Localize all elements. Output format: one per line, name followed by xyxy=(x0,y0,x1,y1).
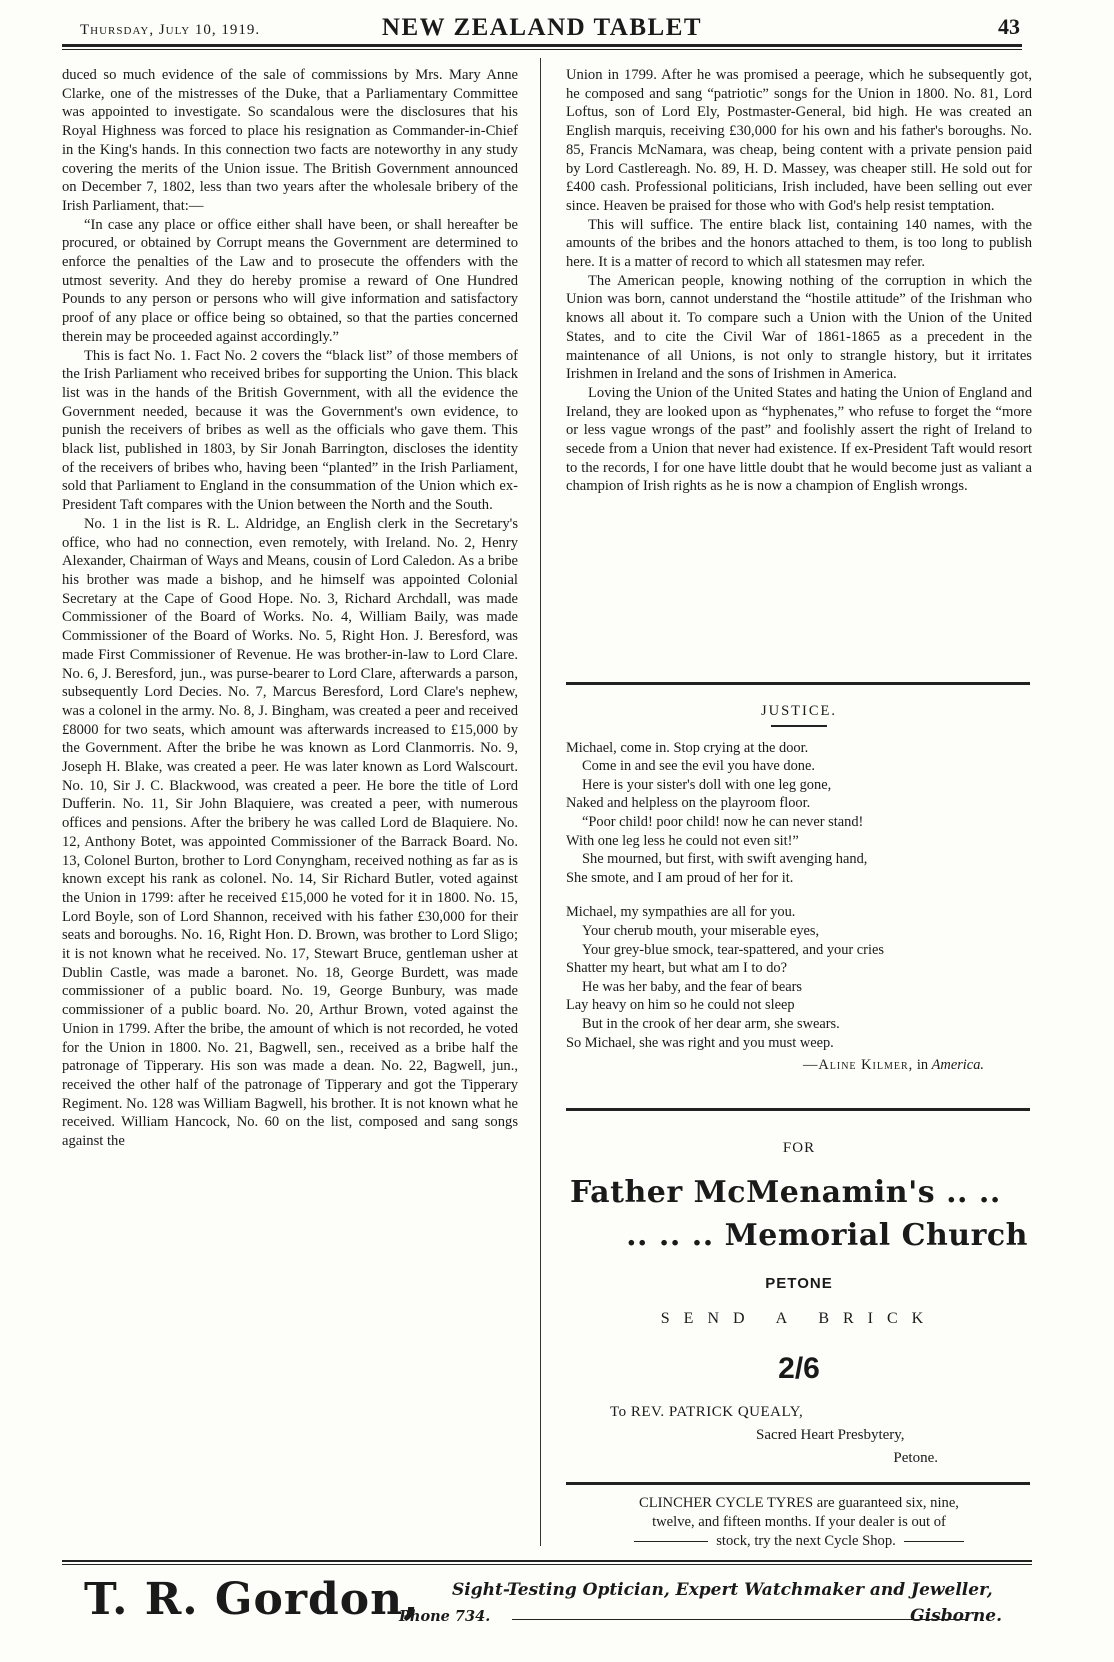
clincher-line-3 xyxy=(566,1532,1032,1551)
poem-line: “Poor child! poor child! now he can never stand! xyxy=(582,813,864,830)
footer-rule xyxy=(62,1560,1032,1565)
poem-line: Here is your sister's doll with one leg gone, xyxy=(582,776,832,793)
footer-business-name: T. R. Gordon, xyxy=(84,1574,420,1625)
clincher-advert xyxy=(566,1494,1032,1551)
advert-for: FOR xyxy=(782,1140,816,1156)
paragraph: The American people, knowing nothing of the corruption in which the Union was born, cannot understand the “hostile attitude” of the Irishman who knows all about it. To compare such a Union with the Union of the United States, and to cite the Civil War of 1861-1865 as a precedent in the maintenance of all Unions, is not only to strangle history, but it irritates Irishmen in Ireland and the sons of Irishmen in America. xyxy=(566,272,1032,383)
paragraph: This is fact No. 1. Fact No. 2 covers the “black list” of those members of the Irish Parliament who received bribes for supporting the Union. This black list was in the hands of the British Government, with all the evidence the Government needed, because it was the Government's own evidence, to punish the receivers of bribes as well as the officials who gave them. This black list, published in 1803, by Sir Jonah Barrington, discloses the identity of the receivers of bribes who, having been “planted” in the Irish Parliament, sold that Parliament to England in the consummation of the Union which ex-President Taft compares with the Union between the North and the South. xyxy=(62,347,518,514)
poem-line: So Michael, she was right and you must weep. xyxy=(566,1034,834,1051)
paragraph: No. 1 in the list is R. L. Aldridge, an English clerk in the Secretary's office, who had no connection, even remotely, with Ireland. No. 2, Henry Alexander, Chairman of Ways and Means, cousin of Lord Caledon. As a bribe his brother was made a bishop, and he himself was appointed Colonial Secretary at the Cape of Good Hope. No. 3, Richard Archdall, was made Commissioner of the Board of Works. No. 4, William Baily, was made Commissioner of the Board of Works. No. 5, Right Hon. J. Beresford, was made First Commissioner of Revenue. He was brother-in-law to Lord Clare. No. 6, J. Beresford, jun., was purse-bearer to Lord Clare, afterwards a parson, subsequently Lord Decies. No. 7, Marcus Beresford, Lord Clare's nephew, was a colonel in the army. No. 8, J. Bingham, was created a peer and received £8000 for two seats, which amount was afterwards increased to £15,000 by the Government. After the bribe he was known as Lord Clanmorris. No. 9, Joseph H. Blake, was created a peer. He was later known as Lord Walscourt. No. 10, Sir J. C. Blackwood, was created a peer. He bore the title of Lord Dufferin. No. 11, Sir John Blaquiere, was created a peer, with numerous offices and pensions. After the bribery he was called Lord de Blaquiere. No. 12, Anthony Botet, was appointed Commissioner of the Barrack Board. No. 13, Colonel Burton, brother to Lord Conyngham, received nothing as far as is known except his rank as colonel. No. 14, Sir Richard Butler, voted against the Union in 1799: after he received £15,000 he voted for it in 1800. No. 15, Lord Boyle, son of Lord Shannon, received with his father £30,000 for their seats and boroughs. No. 16, Right Hon. D. Brown, was brother to Lord Sligo; it is not known what he received. No. 17, Stewart Bruce, gentleman usher at Dublin Castle, was made a baronet. No. 18, George Burdett, was made commissioner of a public board. No. 19, George Bunbury, was made commissioner of a public board. No. 20, Arthur Brown, voted against the Union in 1799. After the bribe, the amount of which is not recorded, he voted for the Union in 1800. No. 21, Bagwell, sen., received as a bribe half the patronage of Tipperary. His son was made a dean. No. 22, Bagwell, jun., received the other half of the patronage of Tipperary and got the Tipperary Regiment. No. 128 was William Bagwell, his brother. It is not known what he received. William Hancock, No. 60 on the list, composed and sang songs against the xyxy=(62,515,518,1150)
clincher-line-3-text: stock, try the next Cycle Shop. xyxy=(716,1533,896,1549)
paragraph: duced so much evidence of the sale of commissions by Mrs. Mary Anne Clarke, one of the mistresses of the Duke, that a Parliamentary Committee was appointed to investigate. So scandalous were the disclosures that his Royal Highness was forced to place his resignation as Commander-in-Chief in the King's hands. In this connection two facts are noteworthy in any study covering the merits of the Union issue. The British Government announced on December 7, 1802, less than two years after the wholesale bribery of the Irish Parliament, that:— xyxy=(62,67,518,214)
paragraph: “In case any place or office either shall have been, or shall hereafter be procured, or obtained by Corrupt means the Government are determined to enforce the penalties of the Law and to prosecute the offenders with the utmost severity. And they do hereby promise a reward of One Hundred Pounds to any person or persons who will give information and satisfactory proof of any place or office being so obtained, so that the parties concerned therein may be proceeded against accordingly.” xyxy=(62,216,518,345)
poem-line: Your cherub mouth, your miserable eyes, xyxy=(582,922,820,939)
header-rule xyxy=(62,44,1022,50)
poem-line: Naked and helpless on the playroom floor. xyxy=(566,795,811,812)
advert-top-rule xyxy=(566,1108,1030,1111)
poem-line: She mourned, but first, with swift avenging hand, xyxy=(582,851,868,868)
paragraph: Union in 1799. After he was promised a peerage, which he subsequently got, he composed and sang “patriotic” songs for the Union in 1800. No. 81, Lord Loftus, son of Lord Ely, Postmaster-General, bid high. He was created an English marquis, receiving £30,000 for his own and his father's boroughs. No. 85, Francis McNamara, was cheap, being content with a private pension paid by Lord Castlereagh. No. 89, H. D. Massey, was cheaper still. He sold out for £400 cash. Professional politicians, Irish included, have been selling out ever since. Heaven be praised for those who with God's help resist temptation. xyxy=(566,67,1032,214)
poem-line: With one leg less he could not even sit!” xyxy=(566,832,799,849)
poem-line: Michael, come in. Stop crying at the door. xyxy=(566,739,809,756)
column-divider xyxy=(540,58,541,1546)
footer-phone: Phone 734. xyxy=(399,1608,491,1625)
advert-headline-1: Father McMenamin's .. .. xyxy=(570,1175,1001,1210)
poem-attribution xyxy=(566,1056,1032,1075)
poem-line: But in the crook of her dear arm, she swears. xyxy=(582,1015,840,1032)
footer-dash xyxy=(512,1619,967,1620)
poem-line: Lay heavy on him so he could not sleep xyxy=(566,997,795,1014)
advert-call: SEND A BRICK xyxy=(660,1310,938,1327)
advert-recipient: To REV. PATRICK QUEALY, xyxy=(610,1404,804,1420)
poem-title-dash xyxy=(771,725,827,727)
left-column xyxy=(62,66,518,1151)
poem-line: Come in and see the evil you have done. xyxy=(582,758,815,775)
poem-author: —Aline Kilmer, xyxy=(802,1057,914,1074)
poem-title: JUSTICE. xyxy=(760,703,838,719)
newspaper-title: NEW ZEALAND TABLET xyxy=(381,14,703,41)
footer-description: Sight-Testing Optician, Expert Watchmaker and Jeweller, xyxy=(452,1580,993,1600)
poem-justice xyxy=(566,702,1032,1075)
clincher-line-2: twelve, and fifteen months. If your dealer is out of xyxy=(652,1514,946,1530)
right-column xyxy=(566,66,1032,496)
poem-body xyxy=(566,739,1032,1057)
advert-headline-2: .. .. .. Memorial Church xyxy=(626,1218,1028,1253)
footer-town: Gisborne. xyxy=(910,1606,1002,1626)
stanza-gap xyxy=(566,887,1032,903)
paragraph: This will suffice. The entire black list, containing 140 names, with the amounts of the bribes and the honors attached to them, is too long to publish here. It is a matter of record to which all statesmen may refer. xyxy=(566,216,1032,271)
poem-source: America. xyxy=(931,1057,984,1074)
church-advert xyxy=(566,1126,1032,1467)
poem-top-rule xyxy=(566,682,1030,685)
advert-address-2: Petone. xyxy=(893,1450,938,1466)
poem-line: Your grey-blue smock, tear-spattered, and your cries xyxy=(582,941,884,958)
poem-line: He was her baby, and the fear of bears xyxy=(582,978,803,995)
poem-attribution-in: in xyxy=(916,1057,929,1074)
advert-place: PETONE xyxy=(765,1275,833,1292)
advert-price: 2/6 xyxy=(778,1352,820,1385)
poem-line: Michael, my sympathies are all for you. xyxy=(566,904,796,921)
paragraph: Loving the Union of the United States and hating the Union of England and Ireland, they are looked upon as “hyphenates,” who refuse to forget the “more or less vague wrongs of the past” and foolishly assert the right of Ireland to secede from a Union that never had existence. If ex-President Taft would resort to the records, I for one have little doubt that he would become just as valiant a champion of Irish rights as he is now a champion of English wrongs. xyxy=(566,384,1032,495)
poem-line: She smote, and I am proud of her for it. xyxy=(566,869,794,886)
clincher-line-1: CLINCHER CYCLE TYRES are guaranteed six, nine, xyxy=(639,1495,959,1511)
issue-date: Thursday, July 10, 1919. xyxy=(80,22,261,38)
clincher-top-rule xyxy=(566,1482,1030,1485)
page-number: 43 xyxy=(998,14,1020,39)
advert-address-1: Sacred Heart Presbytery, xyxy=(756,1427,905,1443)
footer-advert xyxy=(62,1572,1032,1642)
poem-line: Shatter my heart, but what am I to do? xyxy=(566,960,787,977)
